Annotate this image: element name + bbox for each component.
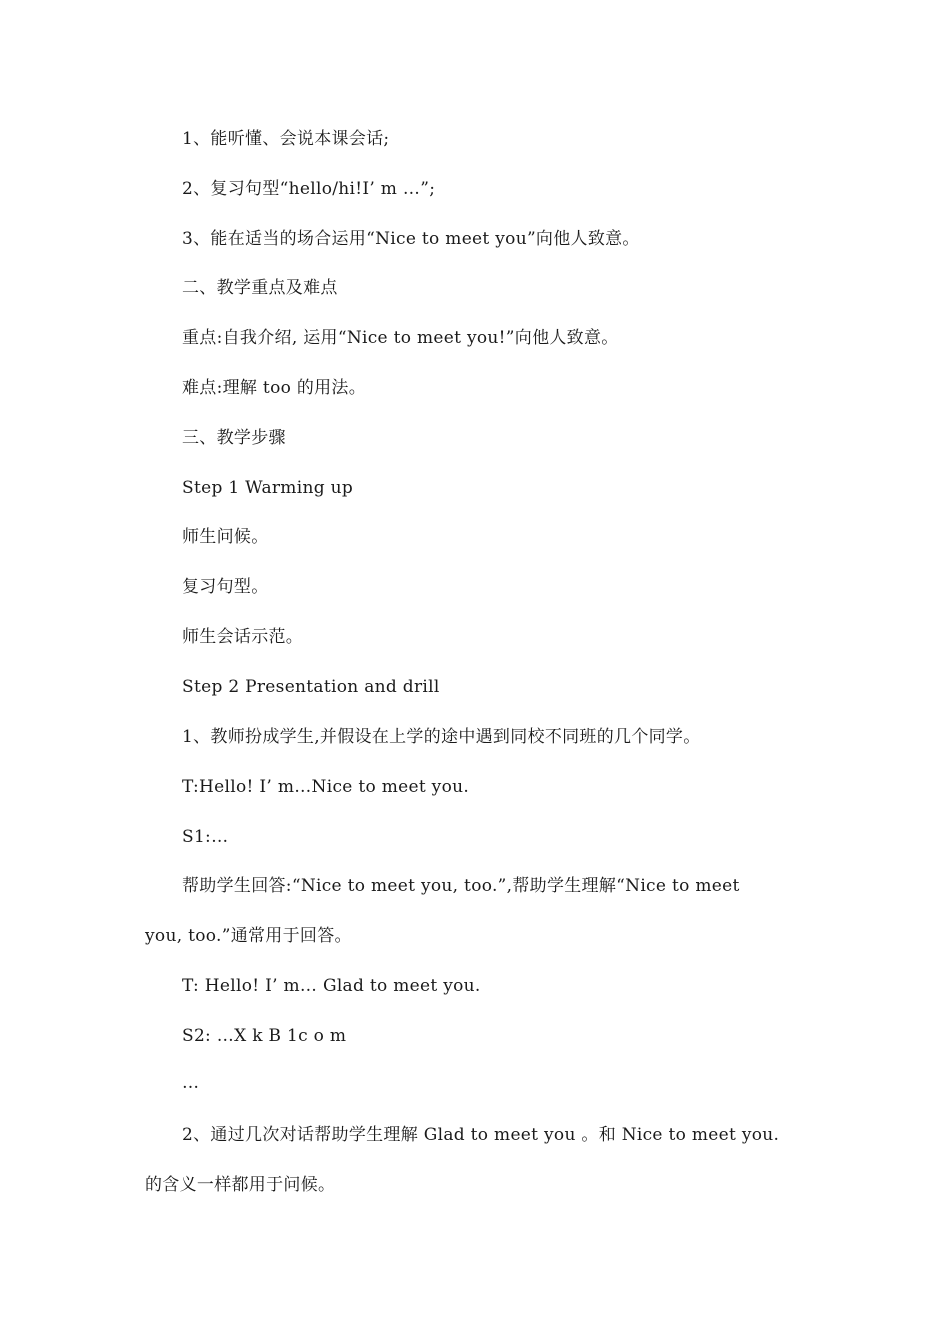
step-1-item-demo: 师生会话示范。 bbox=[182, 627, 304, 647]
objective-1: 1、能听懂、会说本课会话; bbox=[182, 129, 390, 149]
difficulty-text: 难点:理解 too 的用法。 bbox=[182, 378, 367, 398]
objective-2: 2、复习句型“hello/hi!I’ m …”; bbox=[182, 179, 436, 199]
dialogue-student-2: S2: …X k B 1c o m bbox=[182, 1026, 347, 1046]
objective-3: 3、能在适当的场合运用“Nice to meet you”向他人致意。 bbox=[182, 229, 640, 249]
ellipsis-line: … bbox=[182, 1073, 200, 1093]
step-1-heading: Step 1 Warming up bbox=[182, 478, 354, 498]
dialogue-student-1: S1:… bbox=[182, 827, 229, 847]
step-1-item-review: 复习句型。 bbox=[182, 577, 269, 597]
dialogue-teacher-1: T:Hello! I’ m…Nice to meet you. bbox=[182, 777, 470, 797]
section-heading-steps: 三、教学步骤 bbox=[182, 428, 286, 448]
help-answer-text-continued: you, too.”通常用于回答。 bbox=[145, 926, 352, 946]
section-heading-key-points: 二、教学重点及难点 bbox=[182, 278, 338, 298]
step-2-heading: Step 2 Presentation and drill bbox=[182, 677, 440, 697]
step-2-item-2-continued: 的含义一样都用于问候。 bbox=[145, 1175, 336, 1195]
help-answer-text: 帮助学生回答:“Nice to meet you, too.”,帮助学生理解“Nice to meet bbox=[182, 876, 740, 896]
step-2-item-2: 2、通过几次对话帮助学生理解 Glad to meet you 。和 Nice to meet you. bbox=[182, 1125, 780, 1145]
step-2-item-1: 1、教师扮成学生,并假设在上学的途中遇到同校不同班的几个同学。 bbox=[182, 727, 701, 747]
dialogue-teacher-2: T: Hello! I’ m… Glad to meet you. bbox=[182, 976, 481, 996]
step-1-item-greeting: 师生问候。 bbox=[182, 527, 269, 547]
key-point-text: 重点:自我介绍, 运用“Nice to meet you!”向他人致意。 bbox=[182, 328, 619, 348]
